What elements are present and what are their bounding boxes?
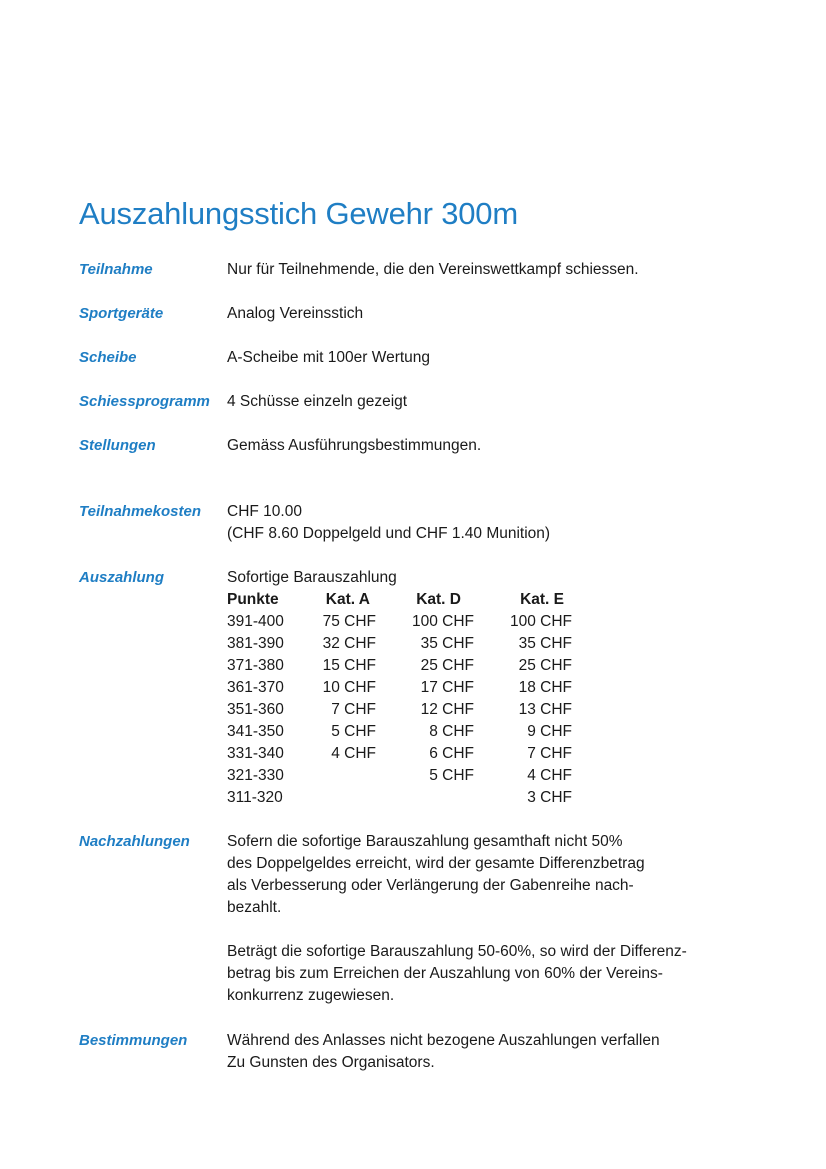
points-cell: 381-390 — [227, 635, 284, 652]
paragraph-gap — [227, 919, 687, 941]
section-label: Bestimmungen — [79, 1032, 188, 1049]
payout-table-row — [227, 743, 587, 765]
header-cell: Kat. A — [325, 591, 370, 608]
header-cell: Kat. E — [520, 591, 564, 608]
points-cell: 371-380 — [227, 657, 284, 674]
header-cell: Punkte — [227, 591, 279, 608]
section-text: 4 Schüsse einzeln gezeigt — [227, 393, 408, 410]
kat-d-cell: 25 CHF — [420, 657, 474, 674]
page-title: Auszahlungsstich Gewehr 300m — [79, 196, 518, 231]
section-label: Scheibe — [79, 349, 137, 366]
kat-d-cell: 6 CHF — [429, 745, 474, 762]
kat-a-cell: 4 CHF — [331, 745, 376, 762]
section-text — [227, 831, 687, 1007]
kat-a-cell: 75 CHF — [322, 613, 376, 630]
kat-e-cell: 7 CHF — [527, 745, 572, 762]
payout-table-header — [227, 589, 587, 611]
text-line: Während des Anlasses nicht bezogene Auszahlungen verfallen — [227, 1032, 660, 1049]
payout-table-row — [227, 677, 587, 699]
kat-a-cell: 32 CHF — [322, 635, 376, 652]
kat-d-cell: 100 CHF — [411, 613, 474, 630]
points-cell: 391-400 — [227, 613, 284, 630]
kat-e-cell: 25 CHF — [518, 657, 572, 674]
section-label: Nachzahlungen — [79, 833, 190, 850]
kat-a-cell: 5 CHF — [331, 723, 376, 740]
text-line: Sofern die sofortige Barauszahlung gesamthaft nicht 50% — [227, 833, 623, 850]
section-text: Gemäss Ausführungsbestimmungen. — [227, 437, 482, 454]
section-text — [227, 501, 550, 545]
kat-e-cell: 9 CHF — [527, 723, 572, 740]
section-label: Auszahlung — [79, 569, 164, 586]
section-label: Schiessprogramm — [79, 393, 210, 410]
section-text: A-Scheibe mit 100er Wertung — [227, 349, 431, 366]
kat-d-cell: 17 CHF — [420, 679, 474, 696]
text-line: als Verbesserung oder Verlängerung der Gabenreihe nach- — [227, 877, 634, 894]
kat-e-cell: 13 CHF — [518, 701, 572, 718]
text-line: Beträgt die sofortige Barauszahlung 50-60%, so wird der Differenz- — [227, 943, 687, 960]
section-text: Nur für Teilnehmende, die den Vereinswettkampf schiessen. — [227, 261, 639, 278]
points-cell: 321-330 — [227, 767, 284, 784]
text-line: des Doppelgeldes erreicht, wird der gesamte Differenzbetrag — [227, 855, 645, 872]
points-cell: 311-320 — [227, 789, 283, 806]
points-cell: 361-370 — [227, 679, 284, 696]
payout-table-row — [227, 765, 587, 787]
kat-d-cell: 8 CHF — [429, 723, 474, 740]
text-line: konkurrenz zugewiesen. — [227, 987, 395, 1004]
section-label: Teilnahmekosten — [79, 503, 201, 520]
payout-table-row — [227, 611, 587, 633]
kat-e-cell: 35 CHF — [518, 635, 572, 652]
kat-a-cell: 15 CHF — [322, 657, 376, 674]
kat-d-cell: 5 CHF — [429, 767, 474, 784]
kat-d-cell: 35 CHF — [420, 635, 474, 652]
cost-detail-line: (CHF 8.60 Doppelgeld und CHF 1.40 Munition) — [227, 525, 551, 542]
kat-a-cell: 7 CHF — [331, 701, 376, 718]
payout-intro: Sofortige Barauszahlung — [227, 569, 397, 586]
payout-table-row — [227, 633, 587, 655]
kat-d-cell: 12 CHF — [420, 701, 474, 718]
payout-table-row — [227, 787, 587, 809]
text-line: Zu Gunsten des Organisators. — [227, 1054, 435, 1071]
kat-e-cell: 3 CHF — [527, 789, 572, 806]
section-label: Stellungen — [79, 437, 156, 454]
kat-e-cell: 18 CHF — [518, 679, 572, 696]
points-cell: 331-340 — [227, 745, 284, 762]
section-text — [227, 1030, 660, 1074]
points-cell: 341-350 — [227, 723, 284, 740]
payout-table-row — [227, 721, 587, 743]
section-label: Sportgeräte — [79, 305, 164, 322]
points-cell: 351-360 — [227, 701, 284, 718]
section-text: Analog Vereinsstich — [227, 305, 364, 322]
payout-table-row — [227, 655, 587, 677]
payout-table-row — [227, 699, 587, 721]
kat-a-cell: 10 CHF — [322, 679, 376, 696]
text-line: bezahlt. — [227, 899, 282, 916]
section-label: Teilnahme — [79, 261, 153, 278]
kat-e-cell: 100 CHF — [509, 613, 572, 630]
header-cell: Kat. D — [416, 591, 461, 608]
payout-table — [227, 589, 587, 809]
text-line: betrag bis zum Erreichen der Auszahlung von 60% der Vereins- — [227, 965, 663, 982]
cost-line: CHF 10.00 — [227, 503, 302, 520]
kat-e-cell: 4 CHF — [527, 767, 572, 784]
